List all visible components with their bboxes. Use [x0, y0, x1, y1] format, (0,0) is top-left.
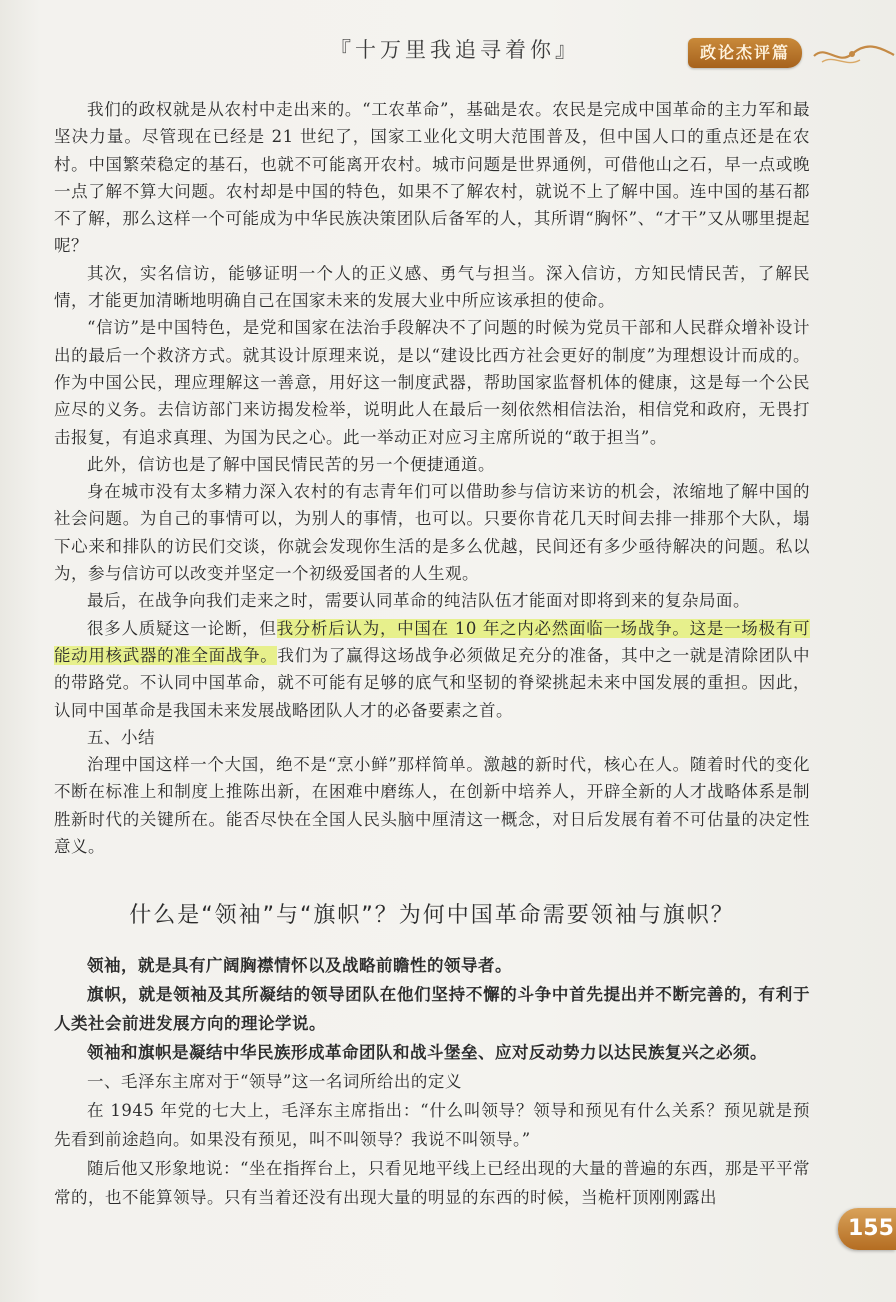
section-badge: 政论杰评篇 — [688, 38, 802, 68]
war-paragraph — [54, 615, 810, 724]
summary-heading: 五、小结 — [87, 727, 155, 747]
summary-paragraph: 治理中国这样一个大国，绝不是“烹小鲜”那样简单。激越的新时代，核心在人。随着时代的变化不断在标准上和制度上推陈出新，在困难中磨练人，在创新中培养人，开辟全新的人才战略体系是制胜新时代的关键所在。能否尽快在全国人民头脑中厘清这一概念，对日后发展有着不可估量的决定性意义。 — [54, 755, 810, 857]
paragraph: 最后，在战争向我们走来之时，需要认同革命的纯洁队伍才能面对即将到来的复杂局面。 — [87, 591, 750, 611]
running-header-title: 『十万里我追寻着你』 — [330, 38, 580, 62]
paragraph: 在 1945 年党的七大上，毛泽东主席指出：“什么叫领导？领导和预见有什么关系？预见就是预先看到前途趋向。如果没有预见，叫不叫领导？我说不叫领导。” — [54, 1101, 810, 1150]
section-body — [54, 951, 810, 1212]
definition-paragraph: 领袖，就是具有广阔胸襟情怀以及战略前瞻性的领导者。 — [87, 956, 512, 976]
definition-paragraph: 领袖和旗帜是凝结中华民族形成革命团队和战斗堡垒、应对反动势力以达民族复兴之必须。 — [87, 1043, 767, 1063]
paragraph: “信访”是中国特色，是党和国家在法治手段解决不了问题的时候为党员干部和人民群众增补设计出的最后一个救济方式。就其设计原理来说，是以“建设比西方社会更好的制度”为理想设计而成的。作为中国公民，理应理解这一善意，用好这一制度武器，帮助国家监督机体的健康，这是每一个公民应尽的义务。去信访部门来访揭发检举，说明此人在最后一刻依然相信法治，相信党和政府，无畏打击报复，有追求真理、为国为民之心。此一举动正对应习主席所说的“敢于担当”。 — [54, 318, 810, 447]
highlighted-text: 我分析后认为，中国在 10 年之内必然面临一场战争。这是一场极有可能动用核武器的准全面战争。 — [54, 618, 810, 665]
page-number: 155 — [838, 1208, 896, 1250]
war-paragraph-start: 很多人质疑这一论断，但 — [87, 618, 277, 638]
section-title: 什么是“领袖”与“旗帜”？为何中国革命需要领袖与旗帜？ — [129, 903, 735, 929]
subsection-heading: 一、毛泽东主席对于“领导”这一名词所给出的定义 — [87, 1072, 462, 1092]
paragraph: 其次，实名信访，能够证明一个人的正义感、勇气与担当。深入信访，方知民情民苦，了解民情，才能更加清晰地明确自己在国家未来的发展大业中所应该承担的使命。 — [54, 263, 810, 311]
war-paragraph-end: 我们为了赢得这场战争必须做足充分的准备，其中之一就是清除团队中的带路党。不认同中国革命，就不可能有足够的底气和坚韧的脊梁挑起未来中国发展的重担。因此，认同中国革命是我国未来发展战略团队人才的必备要素之首。 — [54, 645, 811, 720]
paragraph: 此外，信访也是了解中国民情民苦的另一个便捷通道。 — [87, 454, 495, 474]
paragraph: 身在城市没有太多精力深入农村的有志青年们可以借助参与信访来访的机会，浓缩地了解中国的社会问题。为自己的事情可以，为别人的事情，也可以。只要你肯花几天时间去排一排那个大队，塌下心来和排队的访民们交谈，你就会发现你生活的是多么优越，民间还有多少亟待解决的问题。私以为，参与信访可以改变并坚定一个初级爱国者的人生观。 — [54, 482, 810, 584]
paragraph: 我们的政权就是从农村中走出来的。“工农革命”，基础是农。农民是完成中国革命的主力军和最坚决力量。尽管现在已经是 21 世纪了，国家工业化文明大范围普及，但中国人口的重点还是在农村。中国繁荣稳定的基石，也就不可能离开农村。城市问题是世界通例，可借他山之石，早一点或晚一点了解不算大问题。农村却是中国的特色，如果不了解农村，就说不上了解中国。连中国的基石都不了解，那么这样一个可能成为中华民族决策团队后备军的人，其所谓“胸怀”、“才干”又从哪里提起呢？ — [54, 100, 810, 256]
page-body — [54, 96, 810, 1212]
paragraph: 随后他又形象地说：“坐在指挥台上，只看见地平线上已经出现的大量的普遍的东西，那是平平常常的，也不能算领导。只有当着还没有出现大量的明显的东西的时候，当桅杆顶刚刚露出 — [54, 1159, 810, 1208]
decorative-swirl-icon — [812, 42, 896, 68]
definition-paragraph: 旗帜，就是领袖及其所凝结的领导团队在他们坚持不懈的斗争中首先提出并不断完善的，有利于人类社会前进发展方向的理论学说。 — [54, 985, 810, 1034]
